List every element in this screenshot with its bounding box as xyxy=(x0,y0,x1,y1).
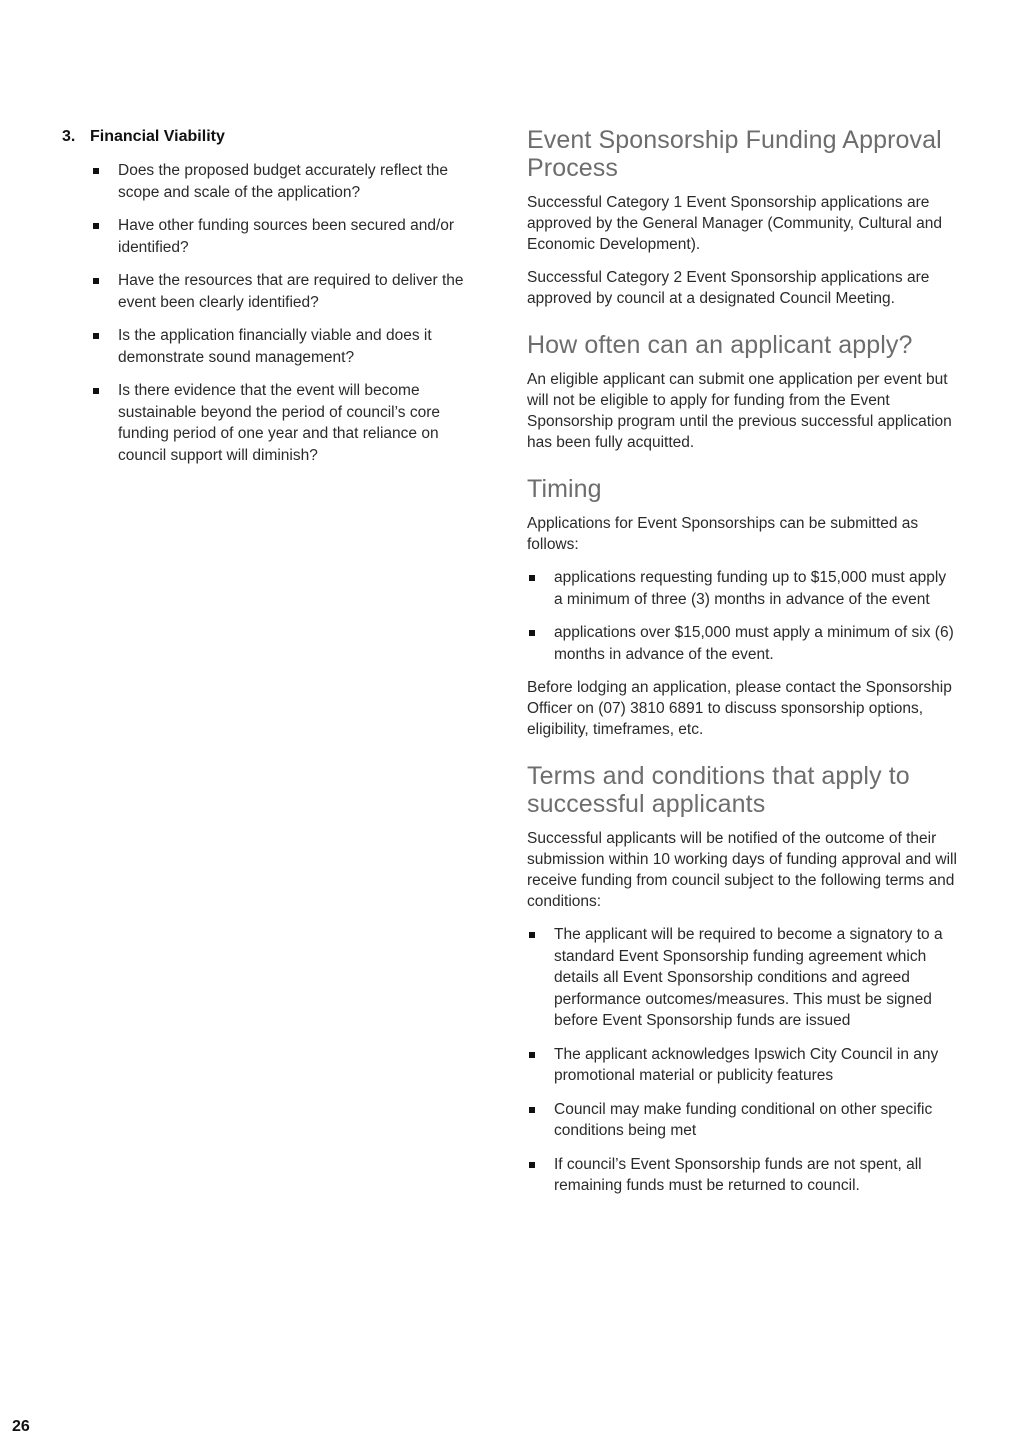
list-item-text: If council’s Event Sponsorship funds are not spent, all remaining funds must be returned to council. xyxy=(554,1155,922,1194)
list-item xyxy=(62,270,490,313)
list-item xyxy=(62,160,490,203)
list-item-text: Have other funding sources been secured and/or identified? xyxy=(118,217,455,256)
list-item-text: The applicant will be required to become a signatory to a standard Event Sponsorship funding agreement which details all Event Sponsorship conditions and agreed performance outcomes/measures. This must be signed before Event Sponsorship funds are issued xyxy=(554,926,943,1029)
frequency-paragraph: An eligible applicant can submit one application per event but will not be eligible to apply for funding from the Event Sponsorship program until the previous successful application has been fully acquitted. xyxy=(527,371,952,451)
square-bullet-icon xyxy=(529,1052,535,1058)
section-heading-financial-viability xyxy=(62,126,490,148)
list-item xyxy=(527,1099,957,1142)
list-item-text: Council may make funding conditional on other specific conditions being met xyxy=(554,1100,933,1139)
square-bullet-icon xyxy=(93,333,99,339)
list-item-text: Is the application financially viable and does it demonstrate sound management? xyxy=(118,327,432,366)
terms-intro: Successful applicants will be notified of the outcome of their submission within 10 working days of funding approval and will receive funding from council subject to the following terms and conditions: xyxy=(527,830,957,910)
square-bullet-icon xyxy=(529,932,535,938)
left-column xyxy=(62,126,490,478)
terms-heading: Terms and conditions that apply to successful applicants xyxy=(527,762,910,818)
frequency-heading: How often can an applicant apply? xyxy=(527,331,913,359)
timing-heading: Timing xyxy=(527,475,602,503)
list-item xyxy=(62,215,490,258)
list-item xyxy=(527,924,957,1032)
list-item xyxy=(527,1154,957,1197)
section-number: 3. xyxy=(62,128,76,145)
list-item xyxy=(527,567,957,610)
list-item-text: Have the resources that are required to deliver the event been clearly identified? xyxy=(118,272,464,311)
page-number: 26 xyxy=(12,1418,30,1435)
terms-list xyxy=(527,924,957,1197)
square-bullet-icon xyxy=(529,1107,535,1113)
list-item xyxy=(527,622,957,665)
square-bullet-icon xyxy=(93,223,99,229)
right-column xyxy=(527,126,957,1209)
approval-paragraph: Successful Category 1 Event Sponsorship applications are approved by the General Manager (Community, Cultural and Economic Development). xyxy=(527,194,942,253)
list-item xyxy=(62,325,490,368)
square-bullet-icon xyxy=(529,1162,535,1168)
list-item-text: applications over $15,000 must apply a minimum of six (6) months in advance of the event. xyxy=(554,624,954,663)
financial-viability-list xyxy=(62,160,490,466)
list-item-text: Is there evidence that the event will become sustainable beyond the period of council’s core funding period of one year and that reliance on council support will diminish? xyxy=(118,382,440,464)
list-item-text: Does the proposed budget accurately reflect the scope and scale of the application? xyxy=(118,162,449,201)
list-item xyxy=(62,380,490,466)
approval-paragraph: Successful Category 2 Event Sponsorship applications are approved by council at a designated Council Meeting. xyxy=(527,269,930,307)
approval-process-heading: Event Sponsorship Funding Approval Process xyxy=(527,126,942,182)
timing-contact-paragraph: Before lodging an application, please contact the Sponsorship Officer on (07) 3810 6891 to discuss sponsorship options, eligibility, timeframes, etc. xyxy=(527,679,952,738)
square-bullet-icon xyxy=(529,575,535,581)
list-item-text: applications requesting funding up to $15,000 must apply a minimum of three (3) months in advance of the event xyxy=(554,569,947,608)
timing-list xyxy=(527,567,957,665)
timing-intro: Applications for Event Sponsorships can be submitted as follows: xyxy=(527,515,919,553)
list-item-text: The applicant acknowledges Ipswich City Council in any promotional material or publicity features xyxy=(554,1045,939,1084)
section-title: Financial Viability xyxy=(90,128,225,145)
list-item xyxy=(527,1044,957,1087)
square-bullet-icon xyxy=(93,168,99,174)
square-bullet-icon xyxy=(93,388,99,394)
square-bullet-icon xyxy=(529,630,535,636)
square-bullet-icon xyxy=(93,278,99,284)
